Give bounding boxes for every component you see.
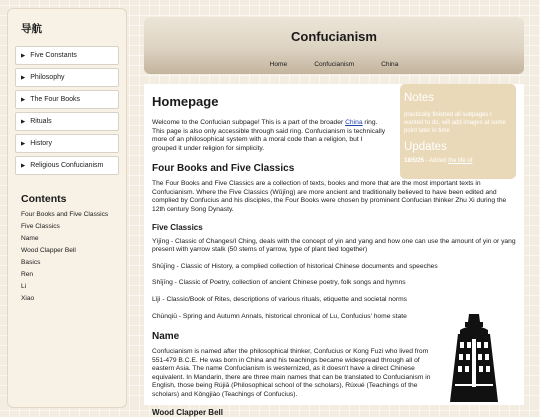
section-heading-four-books: Four Books and Five Classics [152,163,295,175]
classic-item: Shījīng - Classic of Poetry, collection of ancient Chinese poetry, folk songs and hymns [152,279,406,287]
nav-item-label: The Four Books [30,96,81,103]
main-content [144,84,524,417]
classic-item: Chūnqiū - Spring and Autumn Annals, historical chronical of Lu, Confucius' home state [152,312,407,320]
contents-heading: Contents [21,193,67,205]
name-paragraph: Confucianism is named after the philosophical thinker, Confucius or Kong Fuzi who lived from 551-479 B.C.E. He was born in China and his teachings became widespread through all of eastern Asia. The name Confucianism is westernized, as it doesn't have a direct Chinese equivalent. In Mandarin, there are three main names that can be translated to Confucianism in English, those being Rújiā (Philosophical school of the scholars), Rúxué (Teachings of the scholars) and Kǒngjiào (Teachings of Confucius). [152,348,431,398]
update-date: 18/5/25 [404,158,425,165]
nav-item-label: Rituals [30,118,52,125]
contents-link-name[interactable]: Name [21,235,39,242]
contents-link-five-classics[interactable]: Five Classics [21,223,60,230]
triangle-right-icon: ▶ [21,96,26,103]
contents-link-wood-clapper-bell[interactable]: Wood Clapper Bell [21,247,76,254]
section-heading-five-classics: Five Classics [152,222,203,232]
update-entry [404,158,512,164]
nav-item-five-constants[interactable] [15,46,119,65]
nav-item-label: History [30,140,53,147]
intro-text-start: Welcome to the Confucian subpage! This is a part of the broader [152,119,346,126]
triangle-right-icon: ▶ [21,74,26,81]
triangle-right-icon: ▶ [21,118,26,125]
header-link-home[interactable]: Home [269,61,288,68]
classic-item: Yìjīng - Classic of Changes/I Ching, deals with the concept of yin and yang and how one can use the amount of yin or yang present with yarrow stalk (50 stems of yarrow, type of plant tied together) [152,237,516,254]
triangle-right-icon: ▶ [21,162,26,169]
header-link-china[interactable]: China [381,61,399,68]
header-nav [144,61,524,68]
nav-item-religious-confucianism[interactable] [15,156,119,175]
intro-paragraph [152,119,388,153]
nav-item-rituals[interactable] [15,112,119,131]
update-link[interactable]: the life of [448,158,473,165]
updates-title: Updates [404,141,447,154]
classic-item: Shūjīng - Classic of History, a complied collection of historical Chinese documents and speeches [152,262,438,270]
sidebar [7,8,127,408]
update-text: - Added [424,158,449,165]
section-heading-name: Name [152,331,180,343]
header-link-confucianism[interactable]: Confucianism [314,61,355,68]
site-header [144,17,524,74]
notes-title: Notes [404,92,435,104]
classic-item: Lǐjì - Classic/Book of Rites, descriptions of various rituals, etiquette and societal norms [152,295,407,303]
contents-link-li[interactable]: Li [21,283,27,290]
nav-heading: 导航 [21,23,42,35]
contents-link-ren[interactable]: Ren [21,271,34,278]
nav-item-four-books[interactable] [15,90,119,109]
contents-link-four-books[interactable]: Four Books and Five Classics [21,211,109,218]
nav-item-label: Philosophy [30,74,65,81]
four-books-paragraph: The Four Books and Five Classics are a collection of texts, books and more that are the most important texts in Confucianism. Where the Five Classics (Wǔjīng) are more ancient and traditionally believed to have been edited and complied by Confucius and his disciples, the Four Books were chosen by prominent Confucian thinker Zhu Xi during the 12th century Song Dynasty. [152,180,507,214]
triangle-right-icon: ▶ [21,140,26,147]
triangle-right-icon: ▶ [21,52,26,59]
nav-item-philosophy[interactable] [15,68,119,87]
notes-box [400,84,516,179]
section-heading-wood-clapper-bell: Wood Clapper Bell [152,407,223,417]
bell-silhouette-image [444,312,504,402]
nav-item-label: Religious Confucianism [30,162,104,169]
site-title: Confucianism [291,29,377,44]
nav-item-history[interactable] [15,134,119,153]
page-title: Homepage [152,94,219,109]
contents-link-xiao[interactable]: Xiao [21,295,35,302]
contents-link-basics[interactable]: Basics [21,259,41,266]
intro-text-end: ring. This page is also only accessible through said ring. Confucianism is technically more of an philosophical system with a moral code than a religion, but I grouped it under religion for simplicity. [152,119,386,152]
notes-text: practically finished all subpages I wanted to do, will add images at some point later in time [404,112,506,134]
nav-item-label: Five Constants [30,52,77,59]
china-link[interactable]: China [345,119,363,126]
